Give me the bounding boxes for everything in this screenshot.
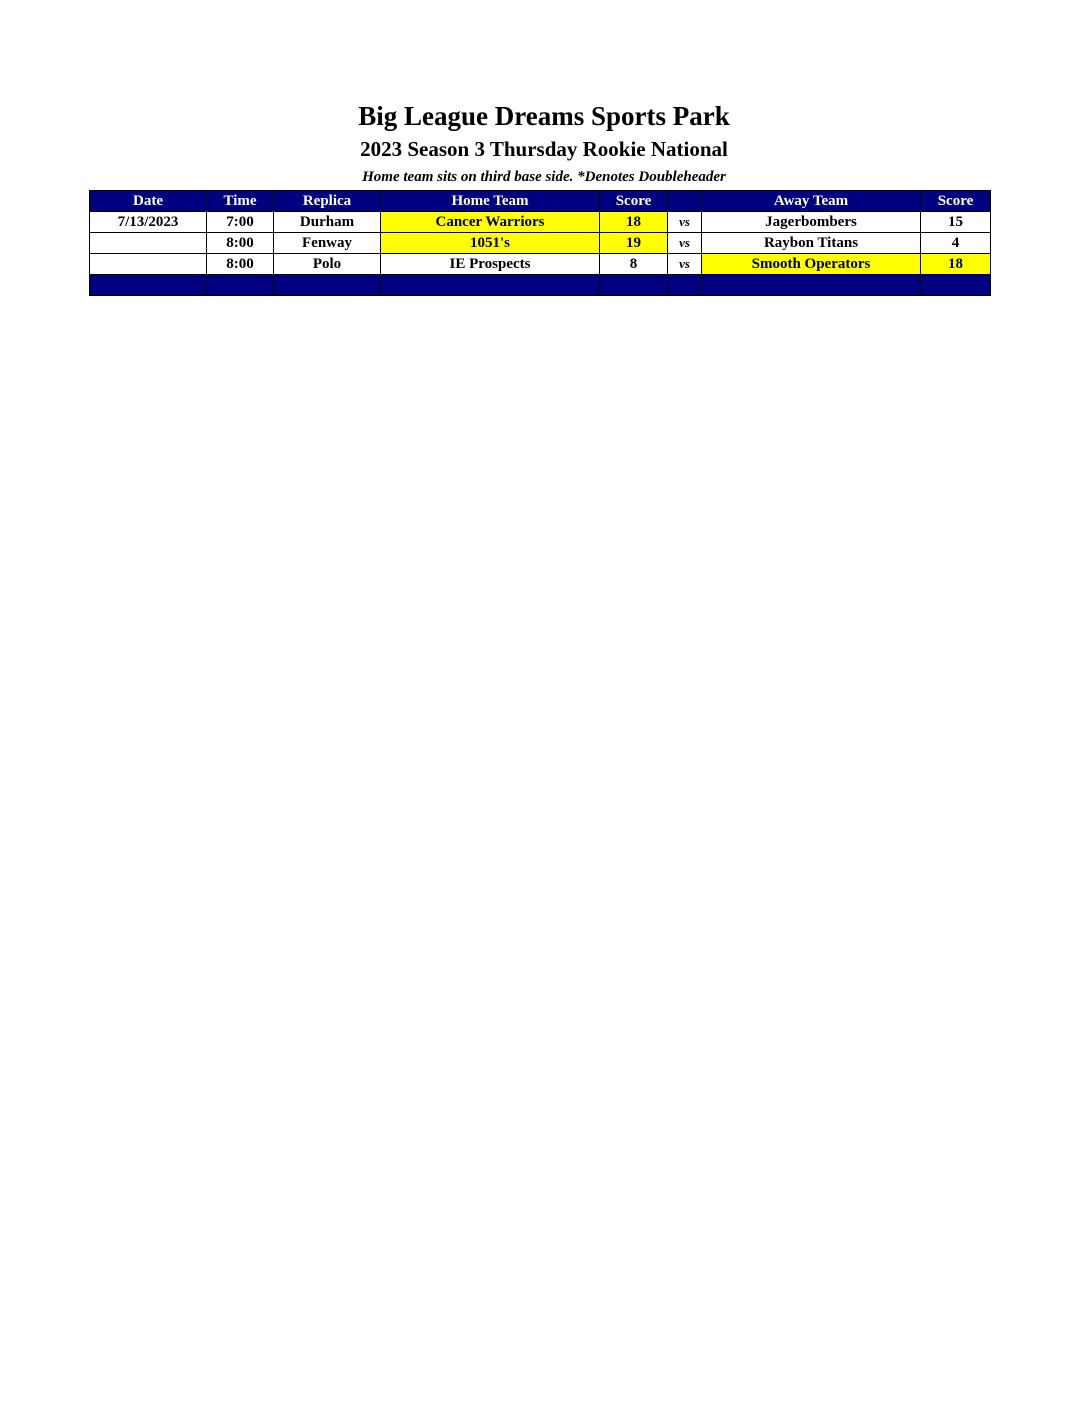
vs-label: vs — [668, 212, 702, 233]
home-team: IE Prospects — [381, 254, 600, 275]
table-row — [90, 212, 991, 233]
table-footer-row — [90, 275, 991, 296]
column-header-replica: Replica — [274, 191, 381, 212]
game-time: 8:00 — [207, 254, 274, 275]
footer-cell — [207, 275, 274, 296]
footer-cell — [668, 275, 702, 296]
away-team: Jagerbombers — [702, 212, 921, 233]
away-score: 4 — [921, 233, 991, 254]
table-row — [90, 233, 991, 254]
game-date — [90, 254, 207, 275]
footer-cell — [921, 275, 991, 296]
game-date: 7/13/2023 — [90, 212, 207, 233]
column-header-date: Date — [90, 191, 207, 212]
game-time: 7:00 — [207, 212, 274, 233]
game-time: 8:00 — [207, 233, 274, 254]
column-header-time: Time — [207, 191, 274, 212]
home-score: 19 — [600, 233, 668, 254]
away-score: 18 — [921, 254, 991, 275]
column-header-home-score: Score — [600, 191, 668, 212]
game-date — [90, 233, 207, 254]
table-header-row — [90, 191, 991, 212]
table-row — [90, 254, 991, 275]
vs-label: vs — [668, 233, 702, 254]
footer-cell — [274, 275, 381, 296]
column-header-away-team: Away Team — [702, 191, 921, 212]
home-team: Cancer Warriors — [381, 212, 600, 233]
away-team: Smooth Operators — [702, 254, 921, 275]
column-header-away-score: Score — [921, 191, 991, 212]
home-score: 8 — [600, 254, 668, 275]
vs-label: vs — [668, 254, 702, 275]
page-title: Big League Dreams Sports Park — [358, 101, 730, 131]
home-team: 1051's — [381, 233, 600, 254]
footer-cell — [600, 275, 668, 296]
game-replica: Fenway — [274, 233, 381, 254]
footer-cell — [381, 275, 600, 296]
column-header-home-team: Home Team — [381, 191, 600, 212]
footer-cell — [90, 275, 207, 296]
footer-cell — [702, 275, 921, 296]
game-replica: Durham — [274, 212, 381, 233]
away-score: 15 — [921, 212, 991, 233]
column-header-vs — [668, 191, 702, 212]
home-score: 18 — [600, 212, 668, 233]
game-replica: Polo — [274, 254, 381, 275]
away-team: Raybon Titans — [702, 233, 921, 254]
page-subtitle: 2023 Season 3 Thursday Rookie National — [360, 137, 728, 161]
schedule-note: Home team sits on third base side. *Denotes Doubleheader — [362, 169, 726, 185]
schedule-table — [89, 190, 991, 296]
